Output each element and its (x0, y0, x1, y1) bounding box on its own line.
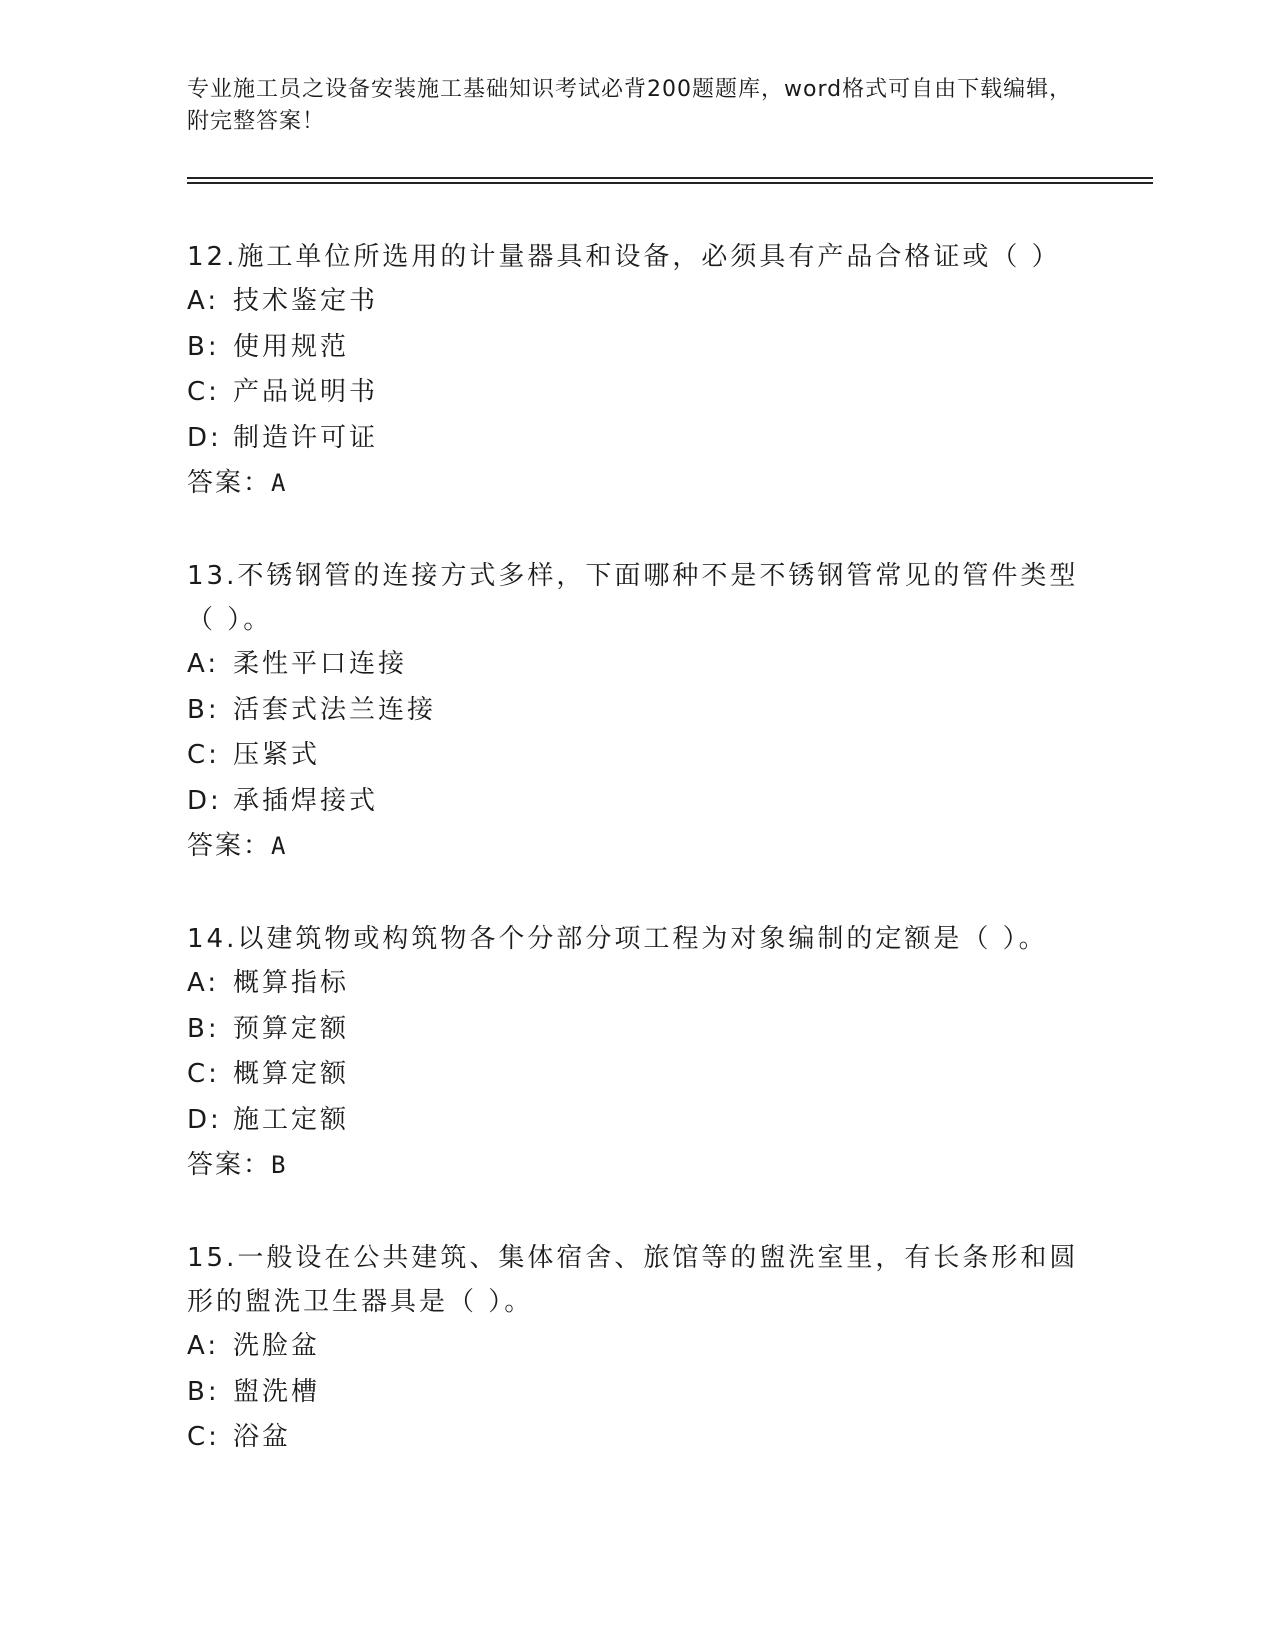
option-c (187, 1415, 1087, 1461)
option-text: 盥洗槽 (233, 1376, 321, 1407)
question-12 (187, 235, 1087, 507)
option-c (187, 733, 1087, 779)
option-b (187, 1007, 1087, 1053)
option-text: 施工定额 (233, 1104, 350, 1135)
answer-line (187, 461, 1087, 507)
question-13 (187, 554, 1087, 870)
option-text: 活套式法兰连接 (233, 694, 437, 725)
header-divider-top (187, 177, 1153, 179)
question-number: 14. (187, 924, 238, 954)
option-b (187, 1370, 1087, 1416)
header-divider-bottom (187, 182, 1153, 184)
option-letter: B: (187, 694, 220, 725)
option-d (187, 416, 1087, 462)
option-letter: C: (187, 1059, 220, 1089)
question-text (187, 235, 1087, 279)
question-number: 13. (187, 561, 238, 591)
option-text: 承插焊接式 (233, 785, 379, 816)
question-text (187, 554, 1087, 642)
option-c (187, 370, 1087, 416)
question-15 (187, 1236, 1087, 1461)
option-text: 制造许可证 (233, 422, 379, 453)
option-c (187, 1052, 1087, 1098)
option-letter: D: (187, 785, 222, 816)
option-a (187, 961, 1087, 1007)
option-b (187, 325, 1087, 371)
answer-value: A (271, 832, 289, 860)
option-letter: C: (187, 377, 220, 407)
question-stem: 施工单位所选用的计量器具和设备，必须具有产品合格证或（ ） (237, 242, 1061, 272)
option-a (187, 642, 1087, 688)
option-letter: D: (187, 422, 222, 453)
option-a (187, 279, 1087, 325)
option-text: 概算指标 (233, 968, 350, 998)
option-text: 产品说明书 (233, 377, 379, 407)
question-number: 12. (187, 242, 238, 272)
option-a (187, 1324, 1087, 1370)
answer-value: A (271, 469, 289, 497)
answer-label: 答案： (187, 831, 272, 861)
question-text (187, 917, 1087, 961)
question-number: 15. (187, 1243, 238, 1273)
question-stem: 以建筑物或构筑物各个分部分项工程为对象编制的定额是（ ）。 (237, 924, 1048, 954)
question-stem: 不锈钢管的连接方式多样，下面哪种不是不锈钢管常见的管件类型（ ）。 (187, 561, 1079, 635)
answer-value: B (271, 1151, 289, 1179)
option-text: 使用规范 (233, 331, 350, 362)
option-letter: B: (187, 331, 220, 362)
option-d (187, 779, 1087, 825)
option-d (187, 1098, 1087, 1144)
option-letter: B: (187, 1376, 220, 1407)
document-header: 专业施工员之设备安装施工基础知识考试必背200题题库，word格式可自由下载编辑，附完整答案！ (187, 77, 1073, 134)
option-b (187, 688, 1087, 734)
answer-label: 答案： (187, 468, 272, 498)
question-14 (187, 917, 1087, 1189)
option-letter: B: (187, 1013, 220, 1044)
option-text: 压紧式 (233, 740, 321, 770)
option-letter: A: (187, 286, 220, 316)
answer-label: 答案： (187, 1150, 272, 1180)
option-text: 技术鉴定书 (233, 286, 379, 316)
answer-line (187, 1143, 1087, 1189)
option-letter: C: (187, 740, 220, 770)
option-letter: A: (187, 1331, 220, 1361)
option-letter: D: (187, 1104, 222, 1135)
option-text: 洗脸盆 (233, 1331, 321, 1361)
question-stem: 一般设在公共建筑、集体宿舍、旅馆等的盥洗室里，有长条形和圆形的盥洗卫生器具是（ ）。 (187, 1243, 1079, 1317)
option-text: 预算定额 (233, 1013, 350, 1044)
option-text: 概算定额 (233, 1059, 350, 1089)
option-letter: A: (187, 968, 220, 998)
option-letter: A: (187, 649, 220, 679)
option-text: 浴盆 (233, 1422, 292, 1452)
question-text (187, 1236, 1087, 1324)
answer-line (187, 824, 1087, 870)
option-text: 柔性平口连接 (233, 649, 408, 679)
option-letter: C: (187, 1422, 220, 1452)
